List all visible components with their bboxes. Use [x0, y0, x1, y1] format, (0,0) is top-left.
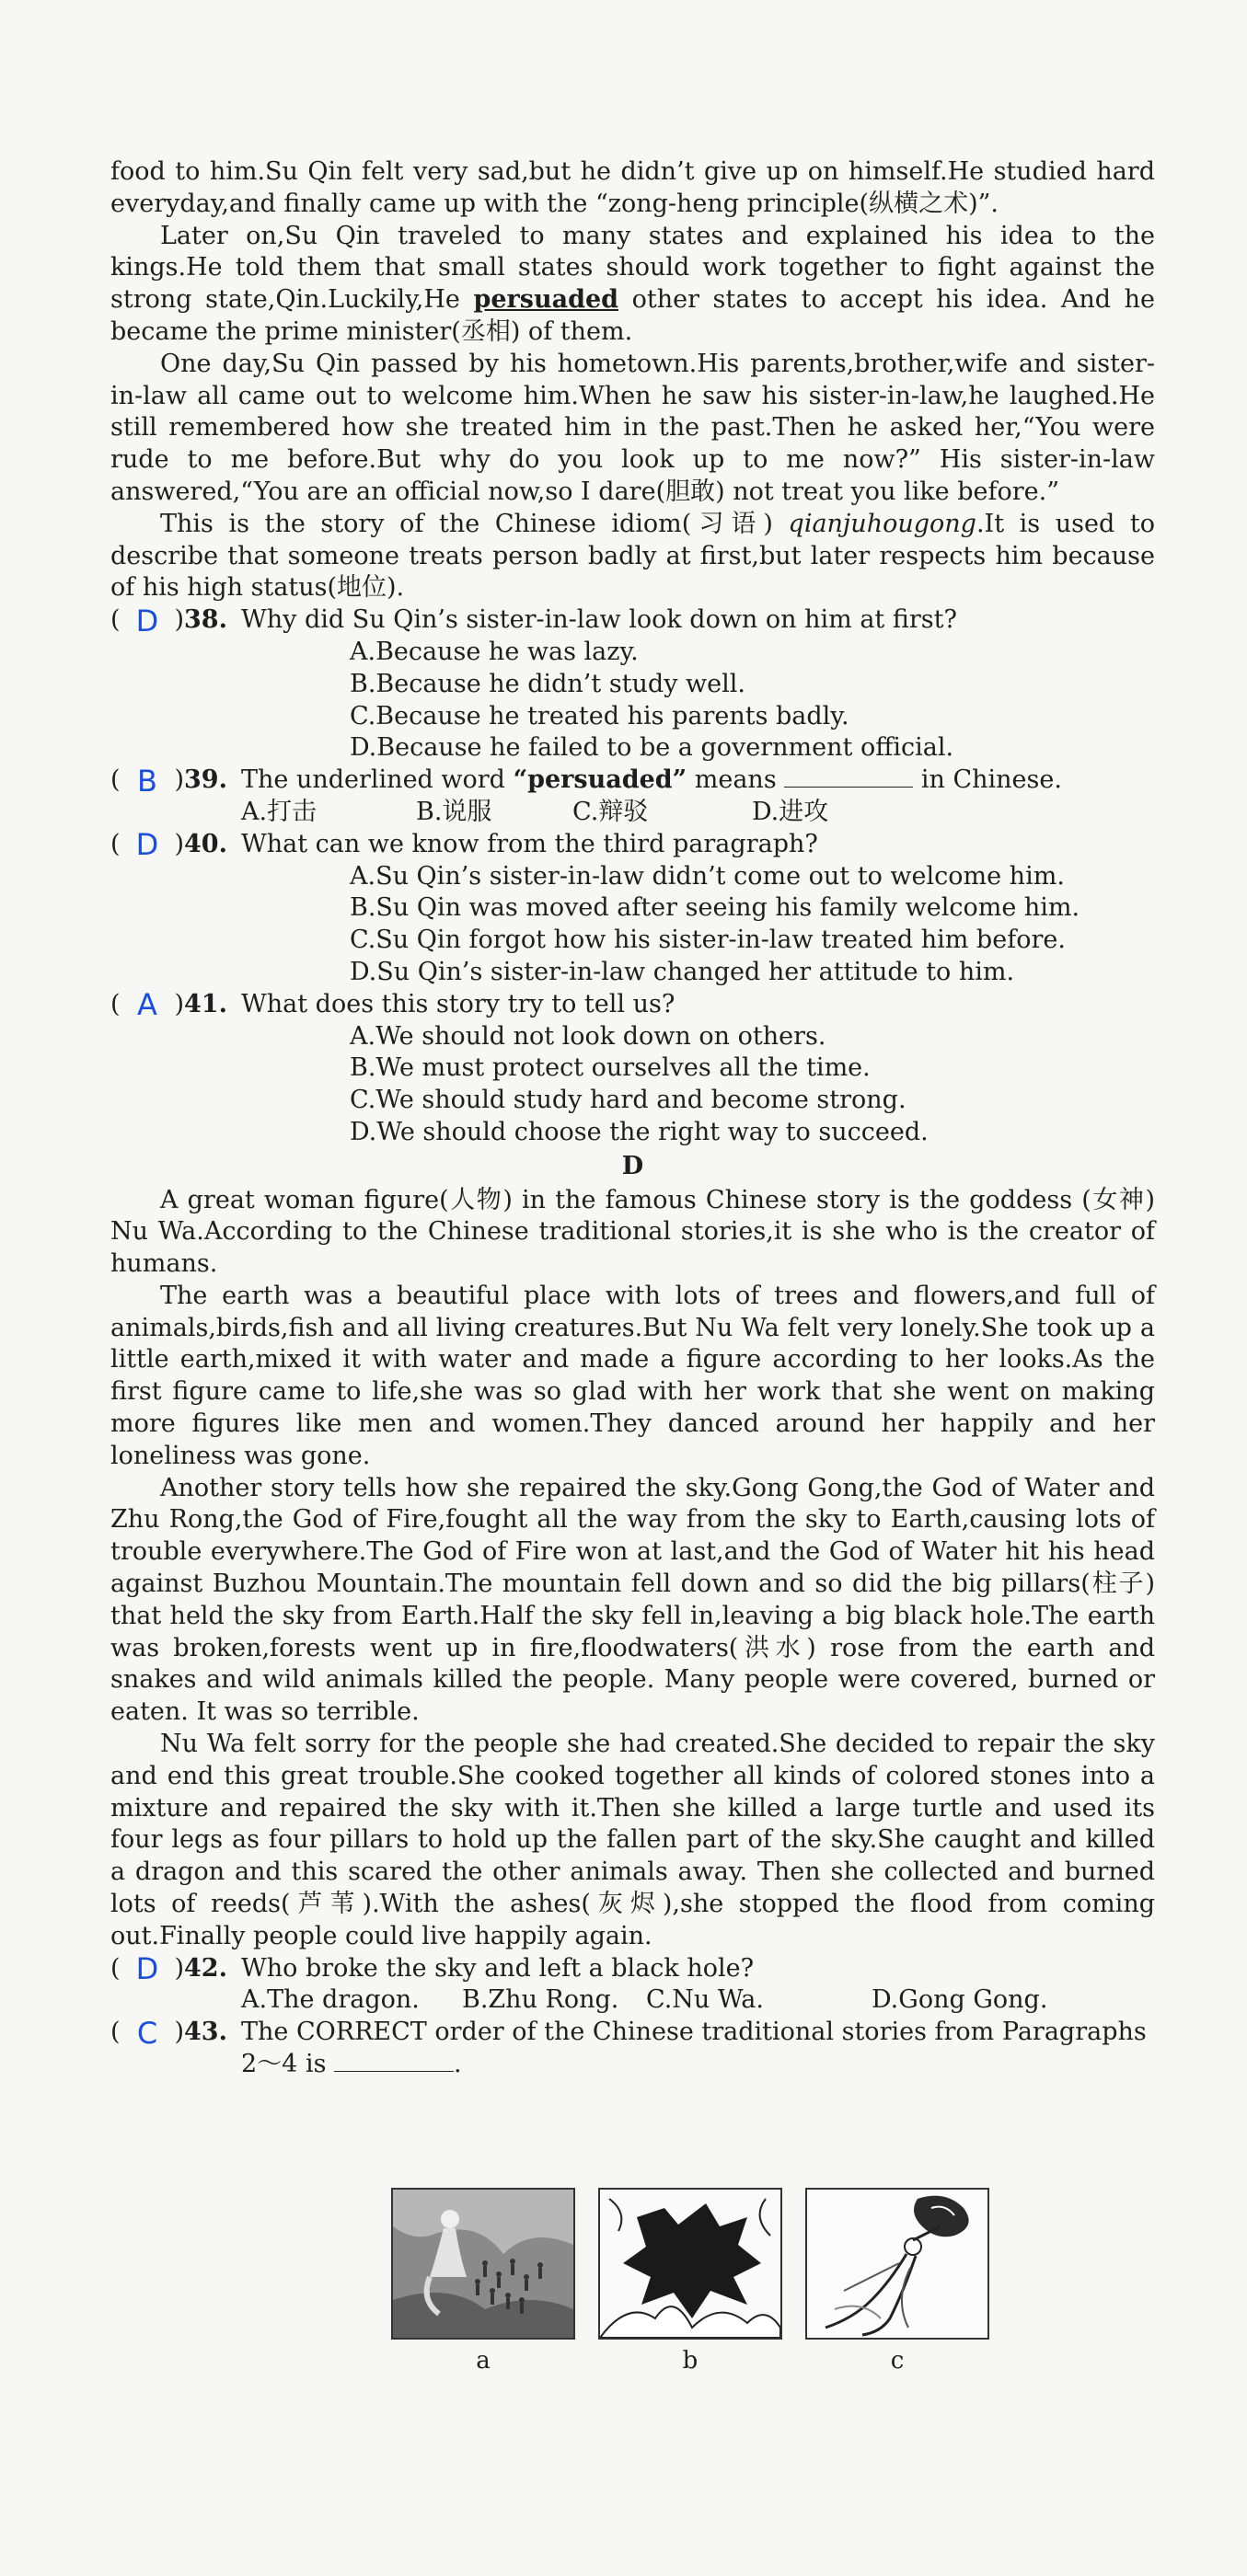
question-38 [110, 604, 1155, 637]
question-bold-word: “persuaded” [513, 765, 687, 795]
black-hole-in-sky-illustration [600, 2190, 780, 2338]
picture-label-b: b [682, 2347, 699, 2375]
question-text: means [687, 765, 777, 795]
options-row [110, 1984, 1155, 2017]
picture-label-a: a [476, 2347, 491, 2375]
story-text: This is the story of the Chinese idiom(习语) [160, 509, 789, 538]
option: B.We must protect ourselves all the time. [350, 1053, 871, 1083]
answer-bracket: ( C ) [110, 2015, 184, 2051]
answer-bracket: ( B ) [110, 763, 184, 799]
option: D.进攻 [752, 797, 829, 826]
story-paragraph-2 [110, 221, 1155, 349]
passage-paragraph-3: Another story tells how she repaired the sky.Gong Gong,the God of Water and Zhu Rong,the God of Fire,fought all the way from the sky to Earth,causing lots of trouble everywhere.The God of Fire won at last,and the God of Water hit his head against Buzhou Mountain.The mountain fell down and so did the big pillars(柱子) that held the sky from Earth.Half the sky fell in,leaving a big black hole.The earth was broken,forests went up in fire,floodwaters(洪水) rose from the earth and snakes and wild animals killed the people. Many people were covered, burned or eaten. It was so terrible. [110, 1473, 1155, 1727]
passage-paragraph-1: A great woman figure(人物) in the famous Chinese story is the goddess (女神) Nu Wa.According to the Chinese traditional stories,it is she who is the creator of humans. [110, 1185, 1155, 1279]
story-paragraph-4 [110, 509, 1155, 604]
answer-mark: D [135, 827, 159, 863]
story-text: other states to accept his idea. And he became the prime minister(丞相) of them. [110, 285, 1155, 346]
answer-bracket: ( D ) [110, 1951, 184, 1987]
answer-bracket: ( D ) [110, 603, 184, 638]
answer-bracket: ( D ) [110, 827, 184, 863]
picture-label-c: c [890, 2347, 905, 2375]
options-row [110, 797, 1155, 829]
story-text: Later on,Su Qin traveled to many states and explained his idea to the kings.He told them that small states should work together to fight against the strong state,Qin.Luckily,He [110, 221, 1155, 315]
answer-bracket: ( A ) [110, 987, 184, 1023]
option: A.We should not look down on others. [350, 1021, 826, 1051]
question-40 [110, 829, 1155, 861]
answer-mark: C [136, 2015, 158, 2051]
option: A.打击 [241, 797, 318, 826]
picture-c [805, 2188, 989, 2340]
question-number: 40. [184, 829, 227, 858]
story-text: .It is used to describe that someone treats person badly at first,but later respects him because of his high status(地位). [110, 509, 1155, 603]
answer-blank[interactable] [784, 766, 913, 788]
picture-a [391, 2188, 575, 2340]
option: B.Zhu Rong. [462, 1985, 619, 2015]
question-number: 41. [184, 989, 227, 1018]
question-39 [110, 765, 1155, 797]
question-text: . [454, 2050, 462, 2079]
option: C.Su Qin forgot how his sister-in-law treated him before. [350, 926, 1066, 955]
picture-b [598, 2188, 782, 2340]
option: C.辩驳 [572, 797, 649, 826]
option: C.Because he treated his parents badly. [350, 701, 849, 730]
question-text: in Chinese. [913, 765, 1062, 795]
question-43 [110, 2017, 1155, 2081]
story-paragraph-3: One day,Su Qin passed by his hometown.His parents,brother,wife and sister-in-law all came out to welcome him.When he saw his sister-in-law,he laughed.He still remembered how she treated him in the past.Then he asked her,“You were rude to me before.But why do you look up to me now?” His sister-in-law answered,“You are an official now,so I dare(胆敢) not treat you like before.” [110, 349, 1155, 506]
story-paragraph-1: food to him.Su Qin felt very sad,but he didn’t give up on himself.He studied hard everyday,and finally came up with the “zong-heng principle(纵横之术)”. [110, 157, 1155, 218]
question-42 [110, 1953, 1155, 1985]
question-text: What does this story try to tell us? [241, 989, 675, 1018]
option: A.Su Qin’s sister-in-law didn’t come out to welcome him. [350, 861, 1065, 891]
answer-mark: A [137, 987, 157, 1023]
goddess-creating-humans-illustration [393, 2190, 573, 2338]
underlined-word: persuaded [473, 285, 619, 315]
goddess-repairing-sky-illustration [807, 2190, 987, 2338]
answer-mark: B [137, 763, 157, 799]
option: C.We should study hard and become strong. [350, 1086, 906, 1115]
answer-mark: D [135, 1951, 159, 1987]
answer-mark: D [135, 603, 159, 638]
option: D.We should choose the right way to succeed. [350, 1117, 929, 1146]
question-41 [110, 989, 1155, 1021]
question-text: What can we know from the third paragraph? [241, 829, 818, 858]
question-number: 42. [184, 1953, 227, 1983]
section-heading: D [621, 1151, 644, 1180]
option: C.Nu Wa. [646, 1985, 764, 2015]
option: D.Because he failed to be a government official. [350, 733, 954, 763]
question-number: 39. [184, 765, 227, 795]
option: B.Su Qin was moved after seeing his family welcome him. [350, 893, 1080, 923]
question-number: 38. [184, 605, 227, 635]
question-text: The underlined word [241, 765, 514, 795]
option: D.Su Qin’s sister-in-law changed her attitude to him. [350, 957, 1015, 986]
option: B.Because he didn’t study well. [350, 669, 745, 698]
option: A.Because he was lazy. [350, 637, 639, 666]
question-text: The CORRECT order of the Chinese traditional stories from Paragraphs 2～4 is [241, 2018, 1147, 2079]
option: B.说服 [416, 797, 492, 826]
passage-paragraph-4: Nu Wa felt sorry for the people she had created.She decided to repair the sky and end this great trouble.She cooked together all kinds of colored stones into a mixture and repaired the sky with it.Then she killed a large turtle and used its four legs as four pillars to hold up the fallen part of the sky.She caught and killed a dragon and this scared the other animals away. Then she collected and burned lots of reeds(芦苇).With the ashes(灰烬),she stopped the flood from coming out.Finally people could live happily again. [110, 1730, 1155, 1950]
answer-blank[interactable] [334, 2051, 454, 2072]
option: D.Gong Gong. [872, 1985, 1048, 2015]
question-text: Why did Su Qin’s sister-in-law look down on him at first? [241, 605, 957, 635]
question-text: Who broke the sky and left a black hole? [241, 1953, 755, 1983]
question-number: 43. [184, 2018, 227, 2047]
passage-paragraph-2: The earth was a beautiful place with lots of trees and flowers,and full of animals,birds,fish and all living creatures.But Nu Wa felt very lonely.She took up a little earth,mixed it with water and made a figure according to her looks.As the first figure came to life,she was so glad with her work that she went on making more figures like men and women.They danced around her happily and her loneliness was gone. [110, 1281, 1155, 1470]
option: A.The dragon. [241, 1985, 420, 2015]
idiom-pinyin: qianjuhougong [788, 509, 976, 538]
story-pictures [391, 2188, 989, 2375]
